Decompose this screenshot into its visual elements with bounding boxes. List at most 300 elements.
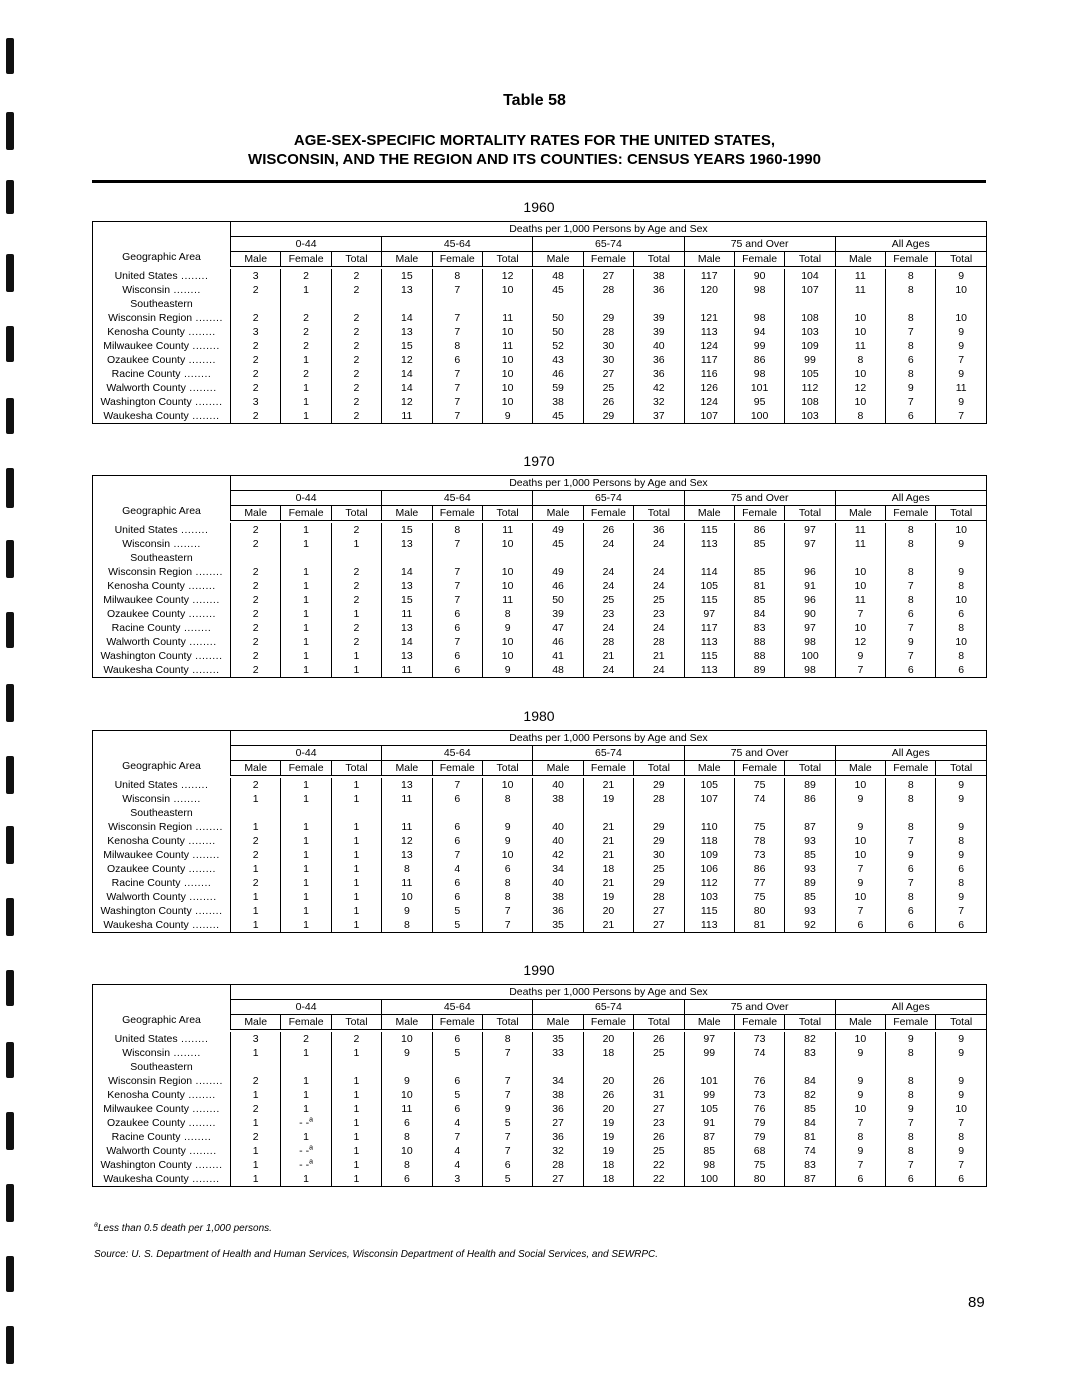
rate-value: 49 <box>552 566 564 578</box>
rate-value: 8 <box>907 312 914 324</box>
rate-value: 81 <box>804 1131 816 1143</box>
rate-value: 7 <box>454 849 461 861</box>
rate-value: 2 <box>353 368 360 380</box>
rate-value: 11 <box>401 608 413 620</box>
rate-value: 8 <box>907 1047 914 1059</box>
rate-value: 78 <box>753 835 766 847</box>
sex-column-header: Total <box>785 252 835 267</box>
table-row <box>93 311 987 325</box>
rate-value: 86 <box>753 354 766 366</box>
rate-value: 1 <box>303 580 309 592</box>
rate-value: 107 <box>801 284 819 296</box>
rate-value: 112 <box>801 382 819 394</box>
rate-value: 10 <box>854 396 867 408</box>
rate-value: 38 <box>552 891 564 903</box>
rate-value: 7 <box>907 877 914 889</box>
age-group-header: 65-74 <box>533 1000 684 1015</box>
rate-value: 93 <box>804 835 816 847</box>
sex-column-header: Male <box>231 506 281 521</box>
rate-value: 6 <box>454 1033 461 1045</box>
sex-column-header: Total <box>936 506 986 521</box>
rate-value: 1 <box>303 905 309 917</box>
rate-value: 26 <box>652 1075 665 1087</box>
rate-value: 85 <box>804 849 816 861</box>
sex-column-header: Male <box>835 252 885 267</box>
leader-dots: ........ <box>189 1103 220 1115</box>
rate-value: 116 <box>700 368 718 380</box>
rate-value: 11 <box>401 664 413 676</box>
rate-value: 27 <box>602 270 615 282</box>
rate-value: 22 <box>652 1159 665 1171</box>
footnote-marker: a <box>309 1158 313 1166</box>
rate-value: 1 <box>303 382 309 394</box>
rate-value: 9 <box>857 877 864 889</box>
leader-dots: ........ <box>177 270 209 282</box>
rate-value: 6 <box>403 1173 410 1185</box>
rate-value: 9 <box>958 326 965 338</box>
rate-value: 6 <box>504 1159 511 1171</box>
table-row <box>93 325 987 339</box>
rate-value: 6 <box>907 1173 914 1185</box>
leader-dots: ........ <box>189 849 220 861</box>
leader-dots: ........ <box>185 1145 217 1157</box>
rate-value: 6 <box>907 664 914 676</box>
rate-value: 8 <box>857 354 864 366</box>
rate-value: 3 <box>252 396 259 408</box>
rate-value: 1 <box>252 1089 259 1101</box>
rate-value: 12 <box>401 396 413 408</box>
rate-value: 9 <box>857 1075 864 1087</box>
title-rule <box>92 180 986 183</box>
leader-dots: ........ <box>188 1173 220 1185</box>
rate-value: 106 <box>700 863 718 875</box>
leader-dots: ........ <box>180 368 212 380</box>
rate-value: 49 <box>552 524 564 536</box>
rate-value: 8 <box>907 594 914 606</box>
rate-value: 9 <box>504 835 511 847</box>
rate-value: 20 <box>602 1103 615 1115</box>
rate-value: 4 <box>454 1145 461 1157</box>
rate-value: 28 <box>602 284 615 296</box>
rate-value: 9 <box>958 368 965 380</box>
rate-value: 27 <box>652 905 665 917</box>
rate-value: 9 <box>958 779 965 791</box>
geographic-area-header: Geographic Area <box>93 476 231 521</box>
area-label: Washington County <box>100 1159 192 1171</box>
rate-value: 2 <box>353 636 360 648</box>
rate-value: 13 <box>401 779 413 791</box>
year-heading: 1990 <box>523 962 555 978</box>
rate-value: 105 <box>801 368 819 380</box>
sex-column-header: Male <box>835 761 885 776</box>
rate-value: 28 <box>652 636 665 648</box>
sex-column-header: Male <box>533 506 583 521</box>
rate-value: 83 <box>804 1159 816 1171</box>
rate-value: 15 <box>401 524 413 536</box>
rate-value: 1 <box>303 284 309 296</box>
age-group-header: 65-74 <box>533 491 684 506</box>
rate-value: 85 <box>753 566 766 578</box>
rate-value: 82 <box>804 1033 816 1045</box>
rate-value: 18 <box>602 1047 615 1059</box>
rate-value: 8 <box>454 524 461 536</box>
age-group-header: All Ages <box>835 746 986 761</box>
rate-value: 45 <box>552 410 564 422</box>
leader-dots: ........ <box>192 566 223 578</box>
sex-column-header: Female <box>886 506 936 521</box>
rate-value: 2 <box>252 538 259 550</box>
rate-value: 6 <box>454 1075 461 1087</box>
age-group-header: 75 and Over <box>684 491 835 506</box>
rate-value: 13 <box>401 622 413 634</box>
rate-value: 2 <box>353 594 360 606</box>
sex-column-header: Female <box>734 252 784 267</box>
rate-value: 1 <box>353 849 360 861</box>
rate-value: 93 <box>804 863 816 875</box>
rate-value: 9 <box>857 1145 864 1157</box>
leader-dots: ........ <box>185 382 217 394</box>
rate-value: 91 <box>804 580 816 592</box>
rate-value: 108 <box>801 312 819 324</box>
rate-value: 117 <box>700 270 718 282</box>
table-row <box>93 1158 987 1172</box>
rate-value: 2 <box>252 524 259 536</box>
rate-value: 8 <box>504 877 511 889</box>
rate-value: 6 <box>454 877 461 889</box>
rate-value: 2 <box>353 524 360 536</box>
table-row <box>93 551 987 565</box>
rate-value: 9 <box>958 1047 965 1059</box>
sex-column-header: Male <box>684 1015 734 1030</box>
rate-value: 113 <box>700 538 718 550</box>
rate-value: 10 <box>955 636 968 648</box>
rate-value: 5 <box>454 1089 461 1101</box>
table-row <box>93 621 987 635</box>
rate-value: 124 <box>700 340 718 352</box>
rate-value: 2 <box>353 1033 360 1045</box>
rate-value: 7 <box>907 1159 914 1171</box>
rate-value: 7 <box>907 650 914 662</box>
area-label: United States <box>114 1033 178 1045</box>
deaths-per-1000-header: Deaths per 1,000 Persons by Age and Sex <box>231 731 987 746</box>
rate-value: 7 <box>454 382 461 394</box>
rate-value: 80 <box>753 905 766 917</box>
rate-value: 83 <box>804 1047 816 1059</box>
rate-value: 8 <box>857 1131 864 1143</box>
rate-value: 7 <box>454 779 461 791</box>
rate-value: 90 <box>753 270 766 282</box>
rate-value: 19 <box>602 1117 615 1129</box>
rate-value: 2 <box>252 650 259 662</box>
rate-value: 25 <box>652 594 665 606</box>
rate-value: 2 <box>353 396 360 408</box>
rate-value: 33 <box>552 1047 564 1059</box>
rate-value: 1 <box>303 1173 309 1185</box>
rate-value: 43 <box>552 354 564 366</box>
rate-value: 10 <box>955 284 968 296</box>
rate-value: 2 <box>303 1033 309 1045</box>
rate-value: 2 <box>252 664 259 676</box>
rate-value: 99 <box>703 1089 716 1101</box>
rate-value: 1 <box>303 779 309 791</box>
rate-value: 2 <box>252 284 259 296</box>
rate-value: 8 <box>907 793 914 805</box>
sex-column-header: Female <box>432 252 482 267</box>
sex-column-header: Female <box>734 1015 784 1030</box>
rate-value: 98 <box>804 636 816 648</box>
rate-value: 6 <box>403 1117 410 1129</box>
rate-value: 1 <box>252 905 259 917</box>
rate-value: 46 <box>552 580 564 592</box>
rate-value: 8 <box>454 270 461 282</box>
age-group-header: 0-44 <box>231 237 382 252</box>
rate-value: 2 <box>353 410 360 422</box>
rate-value: 2 <box>303 368 309 380</box>
rate-value: 1 <box>353 664 360 676</box>
rate-value: 85 <box>753 594 766 606</box>
sex-column-header: Female <box>583 252 633 267</box>
rate-value: 7 <box>958 354 965 366</box>
rate-value: 29 <box>652 821 665 833</box>
rate-value: 36 <box>652 284 665 296</box>
rate-value: 101 <box>750 382 769 394</box>
rate-value: 115 <box>700 905 718 917</box>
deaths-per-1000-header: Deaths per 1,000 Persons by Age and Sex <box>231 476 987 491</box>
leader-dots: ........ <box>188 664 220 676</box>
rate-value: 99 <box>703 1047 716 1059</box>
area-label: Washington County <box>100 396 192 408</box>
leader-dots: ........ <box>184 1089 216 1101</box>
leader-dots: ........ <box>185 608 216 620</box>
rate-value: 2 <box>252 382 259 394</box>
rate-value: 40 <box>552 821 564 833</box>
sex-column-header: Female <box>886 252 936 267</box>
rate-value: 19 <box>602 1145 615 1157</box>
sex-column-header: Total <box>785 1015 835 1030</box>
rate-value: 1 <box>353 891 360 903</box>
rate-value: 75 <box>753 1159 766 1171</box>
rate-value: 112 <box>700 877 718 889</box>
rate-value: 1 <box>353 1089 360 1101</box>
rate-value: 114 <box>700 566 718 578</box>
rate-value: 50 <box>552 326 564 338</box>
rate-value: 85 <box>804 1103 816 1115</box>
age-group-header: All Ages <box>835 237 986 252</box>
geographic-area-header: Geographic Area <box>93 731 231 776</box>
rate-value: 126 <box>700 382 718 394</box>
rate-value: 2 <box>303 312 309 324</box>
area-label: Waukesha County <box>103 1173 189 1185</box>
rate-value: 7 <box>454 312 461 324</box>
rate-value: 5 <box>504 1173 511 1185</box>
rate-value: 10 <box>854 891 867 903</box>
rate-value: 9 <box>958 1145 965 1157</box>
leader-dots: ........ <box>170 1047 201 1059</box>
rate-value: 1 <box>353 835 360 847</box>
table-row <box>93 353 987 367</box>
rate-value: 2 <box>353 382 360 394</box>
leader-dots: ........ <box>177 779 209 791</box>
rate-value: 7 <box>958 905 965 917</box>
rate-value: 1 <box>303 524 309 536</box>
table-row <box>93 1144 987 1158</box>
table-row <box>93 918 987 933</box>
rate-value: 10 <box>854 835 867 847</box>
rate-value: 26 <box>602 524 615 536</box>
rate-value: 8 <box>958 835 965 847</box>
rate-value: 1 <box>252 863 259 875</box>
rate-value: 10 <box>501 354 514 366</box>
rate-value: 118 <box>700 835 718 847</box>
rate-value: 1 <box>303 410 309 422</box>
rate-value: 14 <box>401 566 413 578</box>
rate-value: 21 <box>602 849 615 861</box>
rate-value: 10 <box>854 1033 867 1045</box>
table-row <box>93 593 987 607</box>
rate-value: 26 <box>602 1089 615 1101</box>
rate-value: 117 <box>700 622 718 634</box>
rate-value: 7 <box>958 1159 965 1171</box>
rate-value: 107 <box>700 410 718 422</box>
leader-dots: ........ <box>177 524 209 536</box>
rate-value: 22 <box>652 1173 665 1185</box>
table-row <box>93 778 987 792</box>
rate-value: 3 <box>454 1173 461 1185</box>
age-group-header: 45-64 <box>382 1000 533 1015</box>
sex-column-header: Female <box>281 506 331 521</box>
sex-column-header: Female <box>432 506 482 521</box>
leader-dots: ........ <box>185 863 216 875</box>
rate-value: 19 <box>602 891 615 903</box>
rate-value: 28 <box>602 636 615 648</box>
table-row <box>93 1130 987 1144</box>
table-row <box>93 409 987 424</box>
rate-value: 29 <box>652 835 665 847</box>
rate-value: 1 <box>303 891 309 903</box>
year-heading: 1970 <box>523 453 555 469</box>
deaths-per-1000-header: Deaths per 1,000 Persons by Age and Sex <box>231 222 987 237</box>
rate-value: 87 <box>703 1131 716 1143</box>
rate-value: 115 <box>700 650 718 662</box>
rate-value: 86 <box>753 863 766 875</box>
rate-value: 1 <box>353 793 360 805</box>
rate-value: 8 <box>907 284 914 296</box>
rate-value: 92 <box>804 919 816 931</box>
table-row <box>93 269 987 283</box>
rate-value: 98 <box>753 284 766 296</box>
rate-value: 1 <box>303 636 309 648</box>
rate-value: 2 <box>252 312 259 324</box>
sex-column-header: Male <box>231 252 281 267</box>
rate-value: 9 <box>958 270 965 282</box>
table-row <box>93 904 987 918</box>
age-group-header: 45-64 <box>382 491 533 506</box>
rate-value: 8 <box>504 608 511 620</box>
rate-value: 13 <box>401 284 413 296</box>
leader-dots: ........ <box>192 312 223 324</box>
rate-value: 1 <box>303 664 309 676</box>
rate-value: 6 <box>454 821 461 833</box>
rate-value: 3 <box>252 1033 259 1045</box>
rate-value: 19 <box>602 1131 615 1143</box>
source-note: Source: U. S. Department of Health and Human Services, Wisconsin Department of Health and Social Services, and SEWRPC. <box>94 1249 659 1260</box>
rate-value: 47 <box>552 622 564 634</box>
rate-value: 6 <box>958 863 965 875</box>
rate-value: 10 <box>401 891 413 903</box>
rate-value: 1 <box>353 1047 360 1059</box>
rate-value: 28 <box>652 793 665 805</box>
rate-value: 1 <box>303 793 309 805</box>
area-label: Racine County <box>111 877 181 889</box>
table-row <box>93 1060 987 1074</box>
area-label: Milwaukee County <box>103 340 190 352</box>
rate-value: 6 <box>454 608 461 620</box>
rate-value: 10 <box>501 382 514 394</box>
rate-value: 10 <box>955 594 968 606</box>
rate-value: 8 <box>504 891 511 903</box>
rate-value: 11 <box>854 284 866 296</box>
rate-value: 2 <box>252 636 259 648</box>
area-label: Kenosha County <box>107 835 185 847</box>
rate-value: 10 <box>501 566 514 578</box>
rate-value: 2 <box>353 270 360 282</box>
rate-value: 89 <box>804 779 816 791</box>
rate-value: 9 <box>403 1075 410 1087</box>
rate-value: 10 <box>501 849 514 861</box>
rate-value: 9 <box>907 849 914 861</box>
rate-value: 29 <box>602 312 615 324</box>
rate-value: 19 <box>602 793 615 805</box>
rate-value: 36 <box>652 368 665 380</box>
mortality-table-1980 <box>92 730 987 933</box>
rate-value: - - <box>299 1145 310 1157</box>
rate-value: 8 <box>403 919 410 931</box>
leader-dots: ........ <box>191 650 223 662</box>
rate-value: 24 <box>652 622 665 634</box>
rate-value: 120 <box>700 284 718 296</box>
rate-value: 42 <box>652 382 665 394</box>
rate-value: 36 <box>552 1103 564 1115</box>
rate-value: 6 <box>857 1173 864 1185</box>
rate-value: 11 <box>854 524 866 536</box>
rate-value: 5 <box>504 1117 511 1129</box>
rate-value: 7 <box>454 636 461 648</box>
area-label: Waukesha County <box>103 919 189 931</box>
rate-value: 6 <box>907 354 914 366</box>
sex-column-header: Male <box>835 1015 885 1030</box>
rate-value: 81 <box>753 580 766 592</box>
leader-dots: ........ <box>191 905 223 917</box>
rate-value: 100 <box>750 410 769 422</box>
rate-value: 27 <box>552 1173 564 1185</box>
area-label: Ozaukee County <box>107 863 186 875</box>
rate-value: 115 <box>700 524 718 536</box>
rate-value: 9 <box>857 650 864 662</box>
rate-value: 105 <box>700 580 718 592</box>
sex-column-header: Total <box>331 761 381 776</box>
sex-column-header: Female <box>432 1015 482 1030</box>
leader-dots: ........ <box>184 580 216 592</box>
rate-value: 23 <box>652 608 665 620</box>
table-row <box>93 537 987 551</box>
rate-value: 28 <box>552 1159 564 1171</box>
sex-column-header: Total <box>482 1015 532 1030</box>
rate-value: 97 <box>703 1033 716 1045</box>
rate-value: 6 <box>958 919 965 931</box>
rate-value: 2 <box>252 835 259 847</box>
table-row <box>93 890 987 904</box>
rate-value: 1 <box>353 1075 360 1087</box>
